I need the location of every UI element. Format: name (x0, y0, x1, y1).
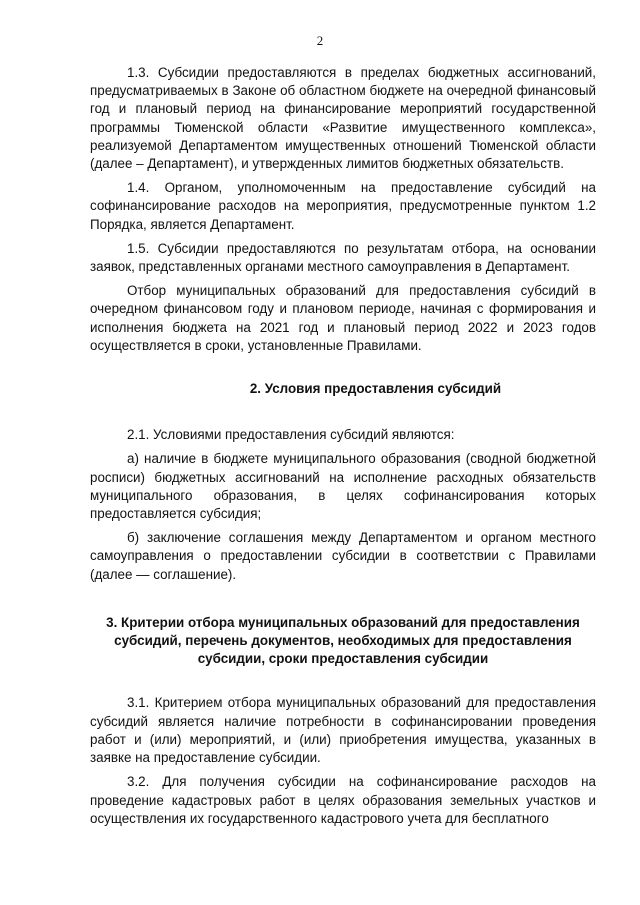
paragraph-3-2: 3.2. Для получения субсидии на софинансирование расходов на проведение кадастровых работ в целях образования земельных участков и осуществления их государственного кадастрового учета для бесплатного (90, 774, 596, 826)
document-body (90, 64, 596, 834)
paragraph-selection: Отбор муниципальных образований для предоставления субсидий в очередном финансовом году и плановом периоде, начиная с формирования и исполнения бюджета на 2021 год и плановый период 2022 и 2023 годов осуществляется в сроки, установленные Правилами. (90, 283, 596, 353)
section-2-heading: 2. Условия предоставления субсидий (249, 381, 502, 397)
paragraph-1-3: 1.3. Субсидии предоставляются в пределах бюджетных ассигнований, предусматриваемых в Законе об областном бюджете на очередной финансовый год и плановый период на финансирование мероприятий государственной программы Тюменской области «Развитие имущественного комплекса», реализуемой Департаментом имущественных отношений Тюменской области (далее – Департамент), и утвержденных лимитов бюджетных обязательств. (90, 65, 596, 172)
paragraph-2-1: 2.1. Условиями предоставления субсидий являются: (127, 427, 455, 443)
paragraph-2-1-a: а) наличие в бюджете муниципального образования (сводной бюджетной росписи) бюджетных ассигнований на исполнение расходных обязательств муниципального образования, в целях софинансирования которых предоставляется субсидия; (90, 451, 596, 522)
page-number: 2 (316, 33, 324, 48)
paragraph-3-1: 3.1. Критерием отбора муниципальных образований для предоставления субсидий является наличие потребности в софинансировании проведения работ и (или) мероприятий, и (или) приобретения имущества, указанных в заявке на предоставление субсидии. (90, 695, 596, 766)
paragraph-1-5: 1.5. Субсидии предоставляются по результатам отбора, на основании заявок, представленных органами местного самоуправления в Департамент. (90, 240, 596, 275)
paragraph-2-1-b: б) заключение соглашения между Департаментом и органом местного самоуправления о предоставлении субсидии в соответствии с Правилами (далее — соглашение). (90, 530, 596, 582)
paragraph-1-4: 1.4. Органом, уполномоченным на предоставление субсидий на софинансирование расходов на мероприятия, предусмотренные пунктом 1.2 Порядка, является Департамент. (90, 180, 596, 232)
section-3-heading: 3. Критерии отбора муниципальных образований для предоставления субсидий, перечень документов, необходимых для предоставления субсидии, сроки предоставления субсидии (106, 614, 580, 667)
